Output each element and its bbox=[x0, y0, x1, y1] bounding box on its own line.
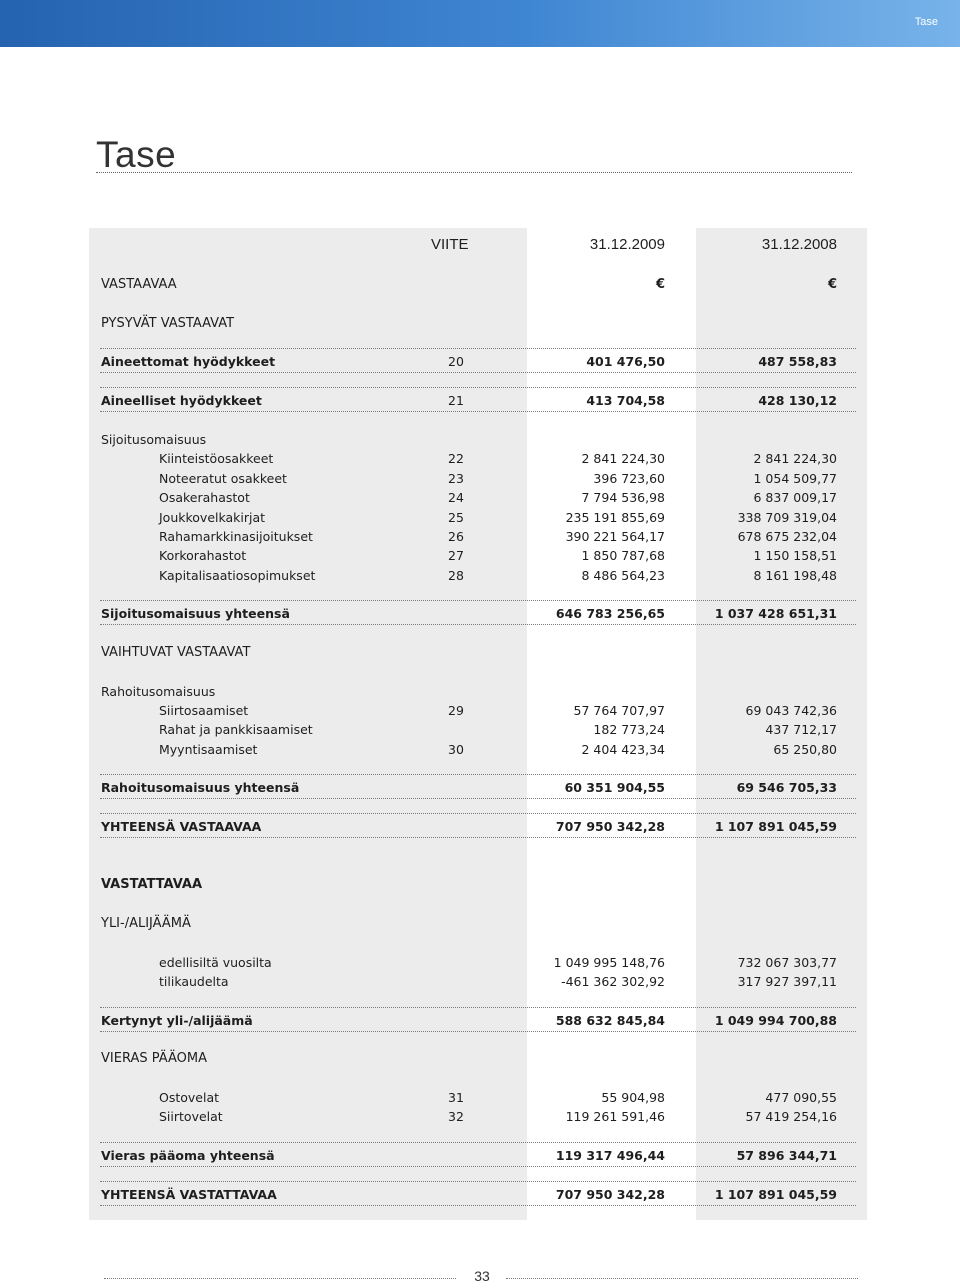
financial-heading-row bbox=[0, 682, 960, 702]
row-note: 25 bbox=[448, 510, 464, 525]
currency-2009: € bbox=[655, 277, 665, 292]
surplus-total-row bbox=[0, 1011, 960, 1031]
row-value-2009: 57 764 707,97 bbox=[573, 703, 665, 718]
table-row bbox=[0, 449, 960, 469]
row-value-2008: 1 107 891 045,59 bbox=[714, 1187, 837, 1202]
row-note: 23 bbox=[448, 471, 464, 486]
row-note: 26 bbox=[448, 529, 464, 544]
row-value-2009: 119 261 591,46 bbox=[565, 1109, 665, 1124]
row-value-2008: 437 712,17 bbox=[765, 722, 837, 737]
row-label: Siirtosaamiset bbox=[159, 703, 249, 718]
row-value-2009: 8 486 564,23 bbox=[581, 568, 665, 583]
intangible-row bbox=[0, 352, 960, 372]
row-value-2009: 588 632 845,84 bbox=[555, 1013, 665, 1028]
row-value-2008: 428 130,12 bbox=[758, 393, 837, 408]
row-value-2008: 57 896 344,71 bbox=[736, 1148, 837, 1163]
row-value-2009: 707 950 342,28 bbox=[555, 1187, 665, 1202]
table-row bbox=[0, 527, 960, 547]
row-value-2009: 1 850 787,68 bbox=[581, 548, 665, 563]
row-value-2009: 2 404 423,34 bbox=[581, 742, 665, 757]
row-value-2009: 119 317 496,44 bbox=[555, 1148, 665, 1163]
fixed-assets-heading: PYSYVÄT VASTAAVAT bbox=[101, 316, 235, 331]
current-assets-heading: VAIHTUVAT VASTAAVAT bbox=[101, 645, 251, 660]
row-value-2009: 401 476,50 bbox=[586, 354, 665, 369]
investments-total-row bbox=[0, 604, 960, 624]
investments-heading-row bbox=[0, 430, 960, 450]
row-label: YHTEENSÄ VASTAAVAA bbox=[101, 819, 262, 834]
row-value-2008: 1 107 891 045,59 bbox=[714, 819, 837, 834]
row-label: Kertynyt yli-/alijäämä bbox=[101, 1013, 253, 1028]
row-label: Noteeratut osakkeet bbox=[159, 471, 287, 486]
table-row bbox=[0, 972, 960, 992]
fixed-assets-heading-row bbox=[0, 314, 960, 334]
row-value-2008: 477 090,55 bbox=[765, 1090, 837, 1105]
row-value-2008: 1 150 158,51 bbox=[753, 548, 837, 563]
liabilities-heading-row bbox=[0, 875, 960, 895]
row-value-2008: 487 558,83 bbox=[758, 354, 837, 369]
table-row bbox=[0, 469, 960, 489]
row-label: Korkorahastot bbox=[159, 548, 247, 563]
row-value-2009: 396 723,60 bbox=[593, 471, 665, 486]
section-label: Tase bbox=[914, 16, 938, 28]
page-title: Tase bbox=[96, 134, 177, 175]
column-header-2008: 31.12.2008 bbox=[761, 236, 837, 253]
row-label: Aineettomat hyödykkeet bbox=[101, 354, 276, 369]
surplus-heading: YLI-/ALIJÄÄMÄ bbox=[101, 916, 191, 931]
row-label: Siirtovelat bbox=[159, 1109, 223, 1124]
row-label: Rahamarkkinasijoitukset bbox=[159, 529, 313, 544]
row-value-2009: 390 221 564,17 bbox=[565, 529, 665, 544]
footer-divider-left bbox=[104, 1278, 456, 1279]
debt-heading: VIERAS PÄÄOMA bbox=[101, 1051, 207, 1066]
currency-2008: € bbox=[827, 277, 837, 292]
row-value-2008: 1 054 509,77 bbox=[753, 471, 837, 486]
row-note: 32 bbox=[448, 1109, 464, 1124]
column-header-row bbox=[0, 235, 960, 255]
row-label: Ostovelat bbox=[159, 1090, 220, 1105]
row-value-2009: -461 362 302,92 bbox=[561, 974, 665, 989]
row-value-2009: 235 191 855,69 bbox=[565, 510, 665, 525]
row-value-2009: 1 049 995 148,76 bbox=[553, 955, 665, 970]
row-value-2008: 8 161 198,48 bbox=[753, 568, 837, 583]
row-label: Rahat ja pankkisaamiset bbox=[159, 722, 313, 737]
table-row bbox=[0, 566, 960, 586]
row-note: 20 bbox=[448, 354, 464, 369]
row-value-2009: 413 704,58 bbox=[586, 393, 665, 408]
row-value-2008: 1 037 428 651,31 bbox=[714, 606, 837, 621]
table-row bbox=[0, 488, 960, 508]
title-divider bbox=[96, 172, 852, 173]
row-label: Kiinteistöosakkeet bbox=[159, 451, 274, 466]
row-note: 30 bbox=[448, 742, 464, 757]
row-note: 28 bbox=[448, 568, 464, 583]
row-value-2009: 707 950 342,28 bbox=[555, 819, 665, 834]
debt-total-row bbox=[0, 1146, 960, 1166]
row-label: Osakerahastot bbox=[159, 490, 250, 505]
tangible-row bbox=[0, 391, 960, 411]
row-value-2009: 55 904,98 bbox=[601, 1090, 665, 1105]
row-label: Myyntisaamiset bbox=[159, 742, 258, 757]
row-value-2008: 69 043 742,36 bbox=[745, 703, 837, 718]
column-header-2009: 31.12.2009 bbox=[589, 236, 665, 253]
row-value-2008: 732 067 303,77 bbox=[737, 955, 837, 970]
row-label: tilikaudelta bbox=[159, 974, 229, 989]
table-row bbox=[0, 508, 960, 528]
row-value-2008: 65 250,80 bbox=[773, 742, 837, 757]
liabilities-total-row bbox=[0, 1185, 960, 1205]
row-note: 24 bbox=[448, 490, 464, 505]
table-row bbox=[0, 1088, 960, 1108]
row-value-2009: 60 351 904,55 bbox=[564, 780, 665, 795]
row-value-2009: 182 773,24 bbox=[593, 722, 665, 737]
financial-heading: Rahoitusomaisuus bbox=[101, 684, 216, 699]
page-number: 33 bbox=[474, 1268, 490, 1284]
row-value-2009: 2 841 224,30 bbox=[581, 451, 665, 466]
row-label: Aineelliset hyödykkeet bbox=[101, 393, 262, 408]
row-label: Joukkovelkakirjat bbox=[159, 510, 266, 525]
table-row bbox=[0, 701, 960, 721]
surplus-heading-row bbox=[0, 914, 960, 934]
row-note: 29 bbox=[448, 703, 464, 718]
row-label: Vieras pääoma yhteensä bbox=[101, 1148, 275, 1163]
row-value-2008: 57 419 254,16 bbox=[745, 1109, 837, 1124]
row-label: Kapitalisaatiosopimukset bbox=[159, 568, 316, 583]
row-note: 31 bbox=[448, 1090, 464, 1105]
table-row bbox=[0, 720, 960, 740]
row-value-2008: 317 927 397,11 bbox=[737, 974, 837, 989]
assets-heading-row bbox=[0, 275, 960, 295]
row-label: Rahoitusomaisuus yhteensä bbox=[101, 780, 300, 795]
row-label: Sijoitusomaisuus yhteensä bbox=[101, 606, 290, 621]
row-note: 21 bbox=[448, 393, 464, 408]
assets-heading: VASTAAVAA bbox=[101, 277, 177, 292]
liabilities-heading: VASTATTAVAA bbox=[101, 877, 203, 892]
table-row bbox=[0, 740, 960, 760]
current-assets-heading-row bbox=[0, 643, 960, 663]
row-label: YHTEENSÄ VASTATTAVAA bbox=[101, 1187, 277, 1202]
row-label: edellisiltä vuosilta bbox=[159, 955, 272, 970]
row-value-2008: 2 841 224,30 bbox=[753, 451, 837, 466]
row-note: 22 bbox=[448, 451, 464, 466]
footer-divider-right bbox=[506, 1278, 858, 1279]
investments-heading: Sijoitusomaisuus bbox=[101, 432, 207, 447]
row-value-2009: 646 783 256,65 bbox=[555, 606, 665, 621]
table-row bbox=[0, 546, 960, 566]
financial-total-row bbox=[0, 778, 960, 798]
row-note: 27 bbox=[448, 548, 464, 563]
table-row bbox=[0, 1107, 960, 1127]
debt-heading-row bbox=[0, 1049, 960, 1069]
row-value-2008: 338 709 319,04 bbox=[737, 510, 837, 525]
assets-total-row bbox=[0, 817, 960, 837]
row-value-2009: 7 794 536,98 bbox=[581, 490, 665, 505]
row-value-2008: 1 049 994 700,88 bbox=[714, 1013, 837, 1028]
header-bar bbox=[0, 0, 960, 47]
row-value-2008: 6 837 009,17 bbox=[753, 490, 837, 505]
row-value-2008: 69 546 705,33 bbox=[736, 780, 837, 795]
table-row bbox=[0, 953, 960, 973]
column-header-note: VIITE bbox=[431, 236, 469, 253]
row-value-2008: 678 675 232,04 bbox=[737, 529, 837, 544]
